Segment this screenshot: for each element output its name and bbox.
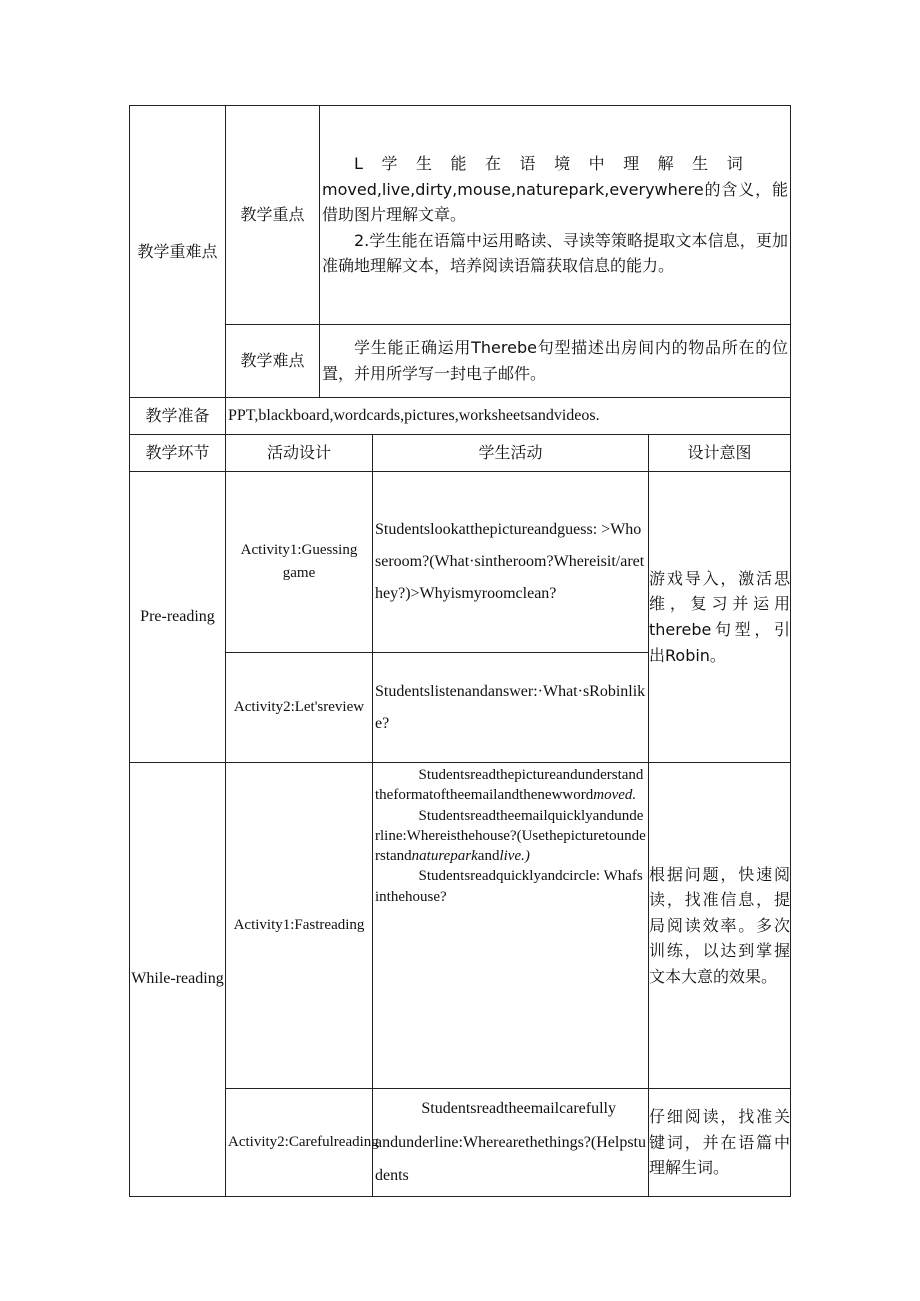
while-a1-p3: Studentsreadquicklyandcircle: Whafsinthehouse? (375, 868, 643, 905)
focus-line2: moved,live,dirty,mouse,naturepark,everywhere的含义，能借助图片理解文章。 (322, 179, 789, 225)
stage-pre-reading: Pre-reading (130, 472, 226, 763)
preparation-text: PPT,blackboard,wordcards,pictures,worksheetsandvideos. (226, 398, 791, 435)
stage-while-reading (130, 763, 226, 1197)
while-activity2-cell (373, 1089, 649, 1197)
while-a1-p2-em2: live.) (499, 848, 530, 864)
preparation-label: 教学准备 (130, 398, 226, 435)
while-activity1-cell (373, 763, 649, 1089)
while-a1-p2: Studentsreadtheemailquicklyandunderline:Whereisthehouse?(Usethepicturetounderstand (375, 807, 646, 864)
difficulty-cell (320, 325, 791, 398)
focus-line1: L 学 生 能 在 语 境 中 理 解 生 词 (354, 154, 750, 174)
header-activity: 活动设计 (226, 435, 373, 472)
while-activity1-name: Activity1:Fastreading (226, 763, 373, 1089)
while-a1-p1-em: moved. (593, 787, 637, 804)
while-reading-label: While-reading (131, 970, 224, 988)
header-stage: 教学环节 (130, 435, 226, 472)
pre-reading-intent: 游戏导入，激活思维，复习并运用therebe句型，引出Robin。 (649, 472, 791, 763)
while-a2-rest: andunderline:Wherearethethings?(Helpstudents (375, 1133, 646, 1185)
header-intent: 设计意图 (649, 435, 791, 472)
pre-activity1-name: Activity1:Guessing game (226, 472, 373, 653)
while-a1-p1: Studentsreadthepictureandunderstandtheformatoftheemailandthenewword (375, 767, 644, 804)
while-a1-p2-mid: and (477, 848, 500, 864)
while-activity1-intent: 根据问题，快速阅读，找准信息，提局阅读效率。多次训练，以达到掌握文本大意的效果。 (649, 763, 791, 1089)
focus-point2: 2.学生能在语篇中运用略读、寻读等策略提取文本信息，更加准确地理解文本，培养阅读语篇获取信息的能力。 (322, 230, 789, 276)
lesson-plan-table (129, 105, 791, 1197)
difficulty-text: 学生能正确运用Therebe句型描述出房间内的物品所在的位置，并用所学写一封电子邮件。 (322, 338, 789, 383)
pre-activity2-name: Activity2:Let'sreview (226, 653, 373, 763)
while-a1-p2-em1: naturepark (411, 848, 478, 864)
focus-cell (320, 106, 791, 325)
key-points-label: 教学重难点 (130, 106, 226, 398)
pre-activity1-text: Studentslookatthepictureandguess: >Whoseroom?(What·sintheroom?Whereisit/arethey?)>Whyismyroomclean? (373, 472, 649, 653)
while-activity2-name: Activity2:Carefulreading (226, 1089, 373, 1197)
header-student: 学生活动 (373, 435, 649, 472)
while-activity2-intent: 仔细阅读，找准关键词，并在语篇中理解生词。 (649, 1089, 791, 1197)
focus-label: 教学重点 (226, 106, 320, 325)
while-a2-indent: Studentsreadtheemailcarefully (421, 1100, 616, 1118)
difficulty-label: 教学难点 (226, 325, 320, 398)
pre-activity2-text: Studentslistenandanswer:·What·sRobinlike? (373, 653, 649, 763)
